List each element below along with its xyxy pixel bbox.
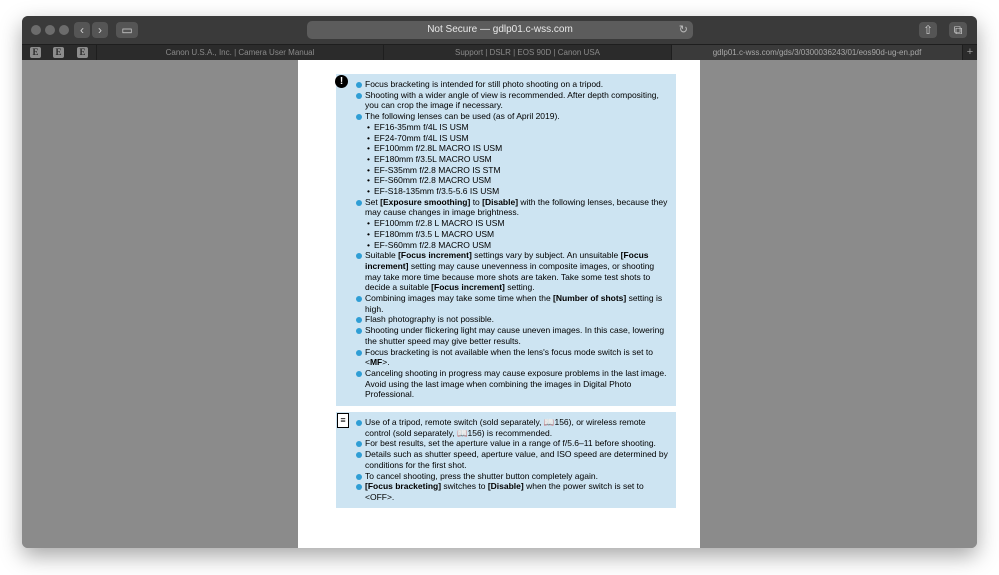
browser-toolbar bbox=[22, 16, 977, 44]
note-item: Use of a tripod, remote switch (sold separately, 📖156), or wireless remote control (sold separately, 📖156) is recommended. bbox=[356, 417, 672, 438]
bullet-icon bbox=[356, 452, 362, 458]
share-icon[interactable]: ⇧ bbox=[919, 22, 937, 38]
note-item: Suitable [Focus increment] settings vary by subject. An unsuitable [Focus increment] setting may cause unevenness in composite images, or shooting may take more time because more shots are taken. Take some test shots to decide a suitable [Focus increment] setting. bbox=[356, 250, 672, 293]
tab-canon-manual[interactable] bbox=[96, 45, 383, 60]
smoothing-lens-list bbox=[365, 218, 672, 250]
close-window-button[interactable] bbox=[31, 25, 41, 35]
caution-list bbox=[356, 79, 672, 400]
lens-item: • EF-S60mm f/2.8 MACRO USM bbox=[367, 175, 492, 186]
address-text: Not Secure — gdlp01.c-wss.com bbox=[427, 24, 573, 35]
memo-icon: ≡ bbox=[337, 413, 349, 428]
reload-icon[interactable]: ↻ bbox=[678, 24, 688, 36]
lens-list bbox=[365, 122, 672, 197]
lens-item: • EF-S18-135mm f/3.5-5.6 IS USM bbox=[367, 186, 500, 197]
lens-item: • EF180mm f/3.5L MACRO USM bbox=[367, 153, 492, 164]
note-item: For best results, set the aperture value in a range of f/5.6–11 before shooting. bbox=[356, 438, 672, 449]
note-item: Combining images may take some time when the [Number of shots] setting is high. bbox=[356, 293, 672, 314]
bullet-icon bbox=[356, 420, 362, 426]
bullet-icon bbox=[356, 474, 362, 480]
tab-label: gdlp01.c-wss.com/gds/3/0300036243/01/eos90d-ug-en.pdf bbox=[712, 48, 922, 57]
zoom-window-button[interactable] bbox=[59, 25, 69, 35]
forward-button[interactable]: › bbox=[92, 22, 108, 38]
bullet-icon bbox=[356, 200, 362, 206]
note-item: Set [Exposure smoothing] to [Disable] with the following lenses, because they may cause changes in image brightness. • EF100mm f/2.8 L MACRO IS USM • EF180mm f/3.5 L MACRO USM • EF-S60mm f/2.8 MACRO USM bbox=[356, 197, 672, 251]
pdf-page bbox=[298, 60, 700, 548]
back-button[interactable]: ‹ bbox=[74, 22, 90, 38]
minimize-window-button[interactable] bbox=[45, 25, 55, 35]
favorite-e-icon[interactable]: E bbox=[30, 47, 41, 58]
note-item: Focus bracketing is intended for still photo shooting on a tripod. bbox=[356, 79, 672, 90]
note-item: Focus bracketing is not available when the lens's focus mode switch is set to <MF>. bbox=[356, 347, 672, 368]
note-item: Shooting under flickering light may cause uneven images. In this case, lowering the shutter speed may give better results. bbox=[356, 325, 672, 346]
lens-item: • EF100mm f/2.8L MACRO IS USM bbox=[367, 143, 503, 154]
sidebar-toggle-icon[interactable]: ▭ bbox=[116, 22, 138, 38]
lens-item: • EF16-35mm f/4L IS USM bbox=[367, 121, 469, 132]
address-bar[interactable] bbox=[307, 21, 693, 39]
lens-item: • EF24-70mm f/4L IS USM bbox=[367, 132, 469, 143]
lens-item: • EF180mm f/3.5 L MACRO USM bbox=[367, 228, 495, 239]
bullet-icon bbox=[356, 82, 362, 88]
note-item: To cancel shooting, press the shutter button completely again. bbox=[356, 471, 672, 482]
tab-canon-support[interactable] bbox=[383, 45, 671, 60]
bullet-icon bbox=[356, 296, 362, 302]
note-item: Canceling shooting in progress may cause exposure problems in the last image. Avoid using the last image when combining the images in Digital Photo Professional. bbox=[356, 368, 672, 400]
tab-bar bbox=[22, 44, 977, 60]
tab-label: Canon U.S.A., Inc. | Camera User Manual bbox=[165, 48, 315, 57]
bullet-icon bbox=[356, 328, 362, 334]
caution-icon: ! bbox=[335, 75, 348, 88]
note-item: [Focus bracketing] switches to [Disable] when the power switch is set to <OFF>. bbox=[356, 481, 672, 502]
bullet-icon bbox=[356, 253, 362, 259]
browser-window bbox=[22, 16, 977, 548]
lens-item: • EF-S60mm f/2.8 MACRO USM bbox=[367, 239, 492, 250]
bullet-icon bbox=[356, 317, 362, 323]
note-item: Details such as shutter speed, aperture value, and ISO speed are determined by conditions for the first shot. bbox=[356, 449, 672, 470]
bullet-icon bbox=[356, 114, 362, 120]
new-tab-button[interactable]: + bbox=[962, 45, 977, 60]
caution-box bbox=[336, 74, 676, 406]
bullet-icon bbox=[356, 441, 362, 447]
lens-item: • EF100mm f/2.8 L MACRO IS USM bbox=[367, 218, 505, 229]
tab-pdf[interactable] bbox=[671, 45, 962, 60]
bullet-icon bbox=[356, 350, 362, 356]
note-item: Flash photography is not possible. bbox=[356, 314, 672, 325]
favorite-e-icon[interactable]: E bbox=[77, 47, 88, 58]
bullet-icon bbox=[356, 93, 362, 99]
note-item: The following lenses can be used (as of April 2019). • EF16-35mm f/4L IS USM • EF24-70mm f/4L IS USM • EF100mm f/2.8L MACRO IS USM • EF180mm f/3.5L MACRO USM • EF-S35mm f/2.8 MACRO IS STM • EF-S60mm f/2.8 MACRO USM • EF-S18-135mm f/3.5-5.6 IS USM bbox=[356, 111, 672, 197]
note-item: Shooting with a wider angle of view is recommended. After depth compositing, you can crop the image if necessary. bbox=[356, 90, 672, 111]
memo-list bbox=[356, 417, 672, 503]
pdf-viewer[interactable] bbox=[22, 60, 977, 548]
memo-box bbox=[336, 412, 676, 508]
tab-label: Support | DSLR | EOS 90D | Canon USA bbox=[455, 48, 600, 57]
bullet-icon bbox=[356, 484, 362, 490]
favorite-e-icon[interactable]: E bbox=[53, 47, 64, 58]
tabs-overview-icon[interactable]: ⧉ bbox=[949, 22, 967, 38]
lens-item: • EF-S35mm f/2.8 MACRO IS STM bbox=[367, 164, 501, 175]
bullet-icon bbox=[356, 371, 362, 377]
